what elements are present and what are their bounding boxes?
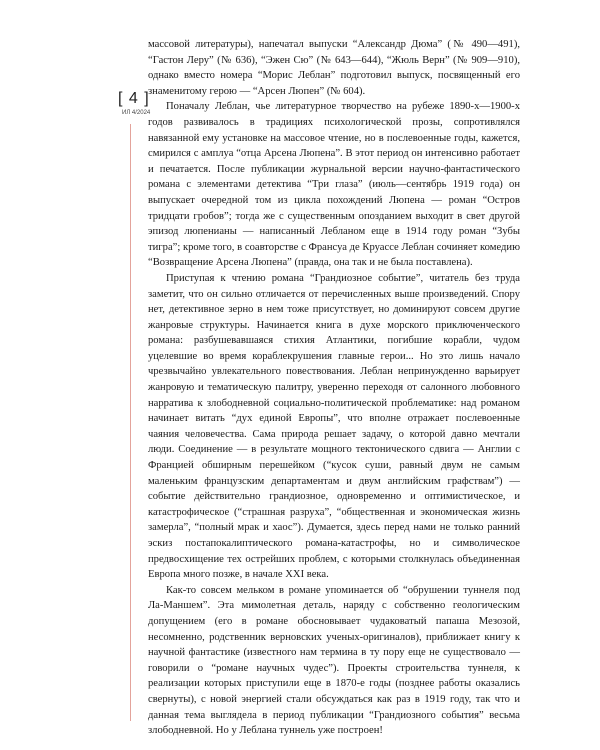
paragraph-leblan-career: Поначалу Леблан, чье литературное творчество на рубеже 1890-х—1900-х годов развивалось в традициях психологической прозы, сопротивлялся навязанной ему установке на массовое чтение, но в послевоенные годы, кажется, смирился с амплуа “отца Арсена Люпена”. В этот период он интенсивно работает и печатается. После публикации журнальной версии научно-фантастического романа с элементами детектива “Три глаза” (июль—сентябрь 1919 года) он выпускает очередной том из цикла похождений Люпена — роман “Остров тридцати гробов”; тогда же с существенным опозданием выходит в свет другой эпизод люпенианы — написанный Лебланом еще в 1914 году роман “Зубы тигра”; кроме того, в соавторстве с Франсуа де Круассе Леблан сочиняет комедию “Возвращение Арсена Люпена” (правда, она так и не была поставлена). [148,101,520,269]
page-number: [ 4 ] [118,90,150,107]
margin-divider [130,124,131,721]
article-body [148,37,520,739]
journal-issue-label: ИЛ 4/2024 [122,110,151,116]
paragraph-continuation: массовой литературы), напечатал выпуски “Александр Дюма” (№ 490—491), “Гастон Леру” (№ 636), “Эжен Сю” (№ 643—644), “Жюль Верн” (№ 909—910), однако вместо номера “Морис Леблан” подготовил выпуск, посвященный его знаменитому герою — “Арсен Люпен” (№ 604). [148,39,520,97]
paragraph-novel-overview: Приступая к чтению романа “Грандиозное событие”, читатель без труда заметит, что он сильно отличается от перечисленных выше произведений. Спору нет, детективное зерно в нем тоже присутствует, но доминируют совсем другие жанровые структуры. Начинается книга в духе морского приключенческого романа: разбушевавшаяся стихия Атлантики, погибшие корабли, чудом уцелевшие во время кораблекрушения главные герои... Но это лишь начало чрезвычайно увлекательного повествования. Леблан непринужденно варьирует жанровую и тематическую палитру, уверенно переходя от салонного любовного нарратива к злободневной социально-политической проблематике: над романом начинает витать “дух единой Европы”, что вполне отражает послевоенные чаяния человечества. Сама природа решает задачу, о которой давно мечтали люди. Соединение — в результате мощного тектонического сдвига — Англии с Францией обширным перешейком (“кусок суши, равный двум не самым маленьким французским департаментам и двум английским графствам”) — событие действительно грандиозное, одновременно и оптимистическое, и катастрофическое (“страшная разруха”, “общественная и экономическая жизнь замерла”, “полный мрак и хаос”). Думается, здесь перед нами не только ранний эскиз постапокалиптического романа-катастрофы, но и символическое предвосхищение тех острейших проблем, с которыми столкнулась объединенная Европа много позже, в начале XXI века. [148,272,520,581]
paragraph-channel-tunnel: Как-то совсем мельком в романе упоминается об “обрушении туннеля под Ла-Маншем”. Эта мимолетная деталь, наряду с собственно геологическим допущением (его в романе обосновывает чудаковатый папаша Мезозой, несомненно, родственник верновских ученых-оригиналов), приближает книгу к научной фантастике (известного нам термина в ту пору еще не существовало — говорили о “романе научных чудес”). Проекты строительства туннеля, к реализации которых приступили еще в 1870-е годы (позднее работы оказались свернуты), с новой энергией стали обсуждаться как раз в 1919 году, так что и данная тема выглядела в период публикации “Грандиозного события” весьма злободневной. Но у Леблана туннель уже построен! [148,584,520,737]
